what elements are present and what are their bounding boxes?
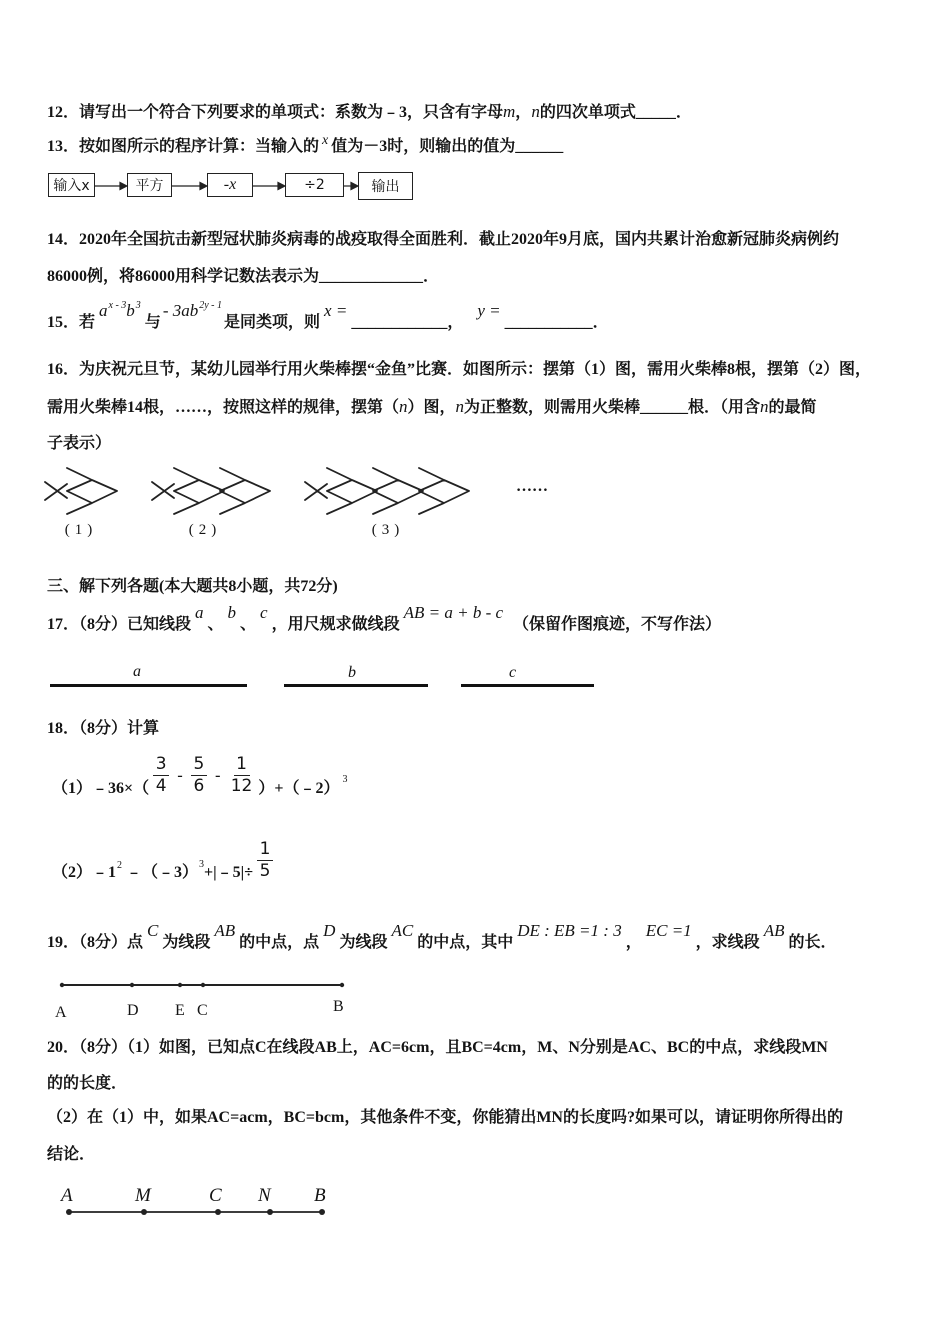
q19-t7: 的长． bbox=[788, 934, 837, 951]
q13-suffix: 值为－3时，则输出的值为______ bbox=[331, 138, 564, 155]
q13-var-x: x bbox=[322, 133, 329, 148]
q17-sep-1: 、 bbox=[207, 616, 224, 633]
q18-p2-exponent-1: 2 bbox=[117, 859, 123, 871]
q18-p1-prefix: （1）﹣36×（ bbox=[52, 779, 150, 797]
q20-line-diagram bbox=[0, 1180, 360, 1225]
fish-figure-1 bbox=[45, 468, 117, 514]
q18-p2-exponent-2: 3 bbox=[199, 858, 205, 870]
fish-figure-3-sticks bbox=[305, 468, 469, 514]
q20-label-A: A bbox=[61, 1185, 73, 1206]
q20-dot-N bbox=[267, 1209, 273, 1215]
q16-var-n-1: n bbox=[399, 397, 408, 416]
q15-term1-exp-b: 3 bbox=[135, 300, 141, 311]
q15-blank-2: ___________． bbox=[504, 314, 609, 331]
q18-title: 18．（8分）计算 bbox=[47, 720, 160, 737]
q19-segment-AB-2: AB bbox=[763, 921, 785, 940]
q15-term2-exp: 2y - 1 bbox=[199, 300, 223, 311]
q19-t5: ， bbox=[625, 934, 642, 951]
fish-figure-2 bbox=[152, 468, 270, 514]
q15-blank-1: ____________， bbox=[351, 314, 464, 331]
fish-figure-3 bbox=[305, 468, 469, 514]
q19-t4: 的中点，其中 bbox=[417, 934, 514, 951]
q16-line2-d: 的最简 bbox=[768, 399, 817, 416]
q18-p1-suffix: ）+（﹣2） bbox=[258, 779, 340, 797]
q19-dot-A bbox=[60, 983, 64, 987]
flow-step-input: 输入x bbox=[48, 173, 95, 197]
q19-line-diagram bbox=[0, 970, 380, 1025]
q12-comma: ， bbox=[515, 104, 532, 121]
flowchart-arrows bbox=[0, 170, 420, 202]
q20-line1: 20．（8分）（1）如图，已知点C在线段AB上，AC=6cm，且BC=4cm，M、N分别是AC、BC的中点，求线段MN bbox=[47, 1039, 828, 1056]
q12-var-m: m bbox=[503, 102, 516, 121]
q19-segment-AB: AB bbox=[214, 921, 236, 940]
q16-line2-a: 需用火柴棒14根，……，按照这样的规律，摆第（ bbox=[47, 399, 400, 416]
flow-step-square: 平方 bbox=[127, 173, 172, 197]
q18-p2-suffix: +|﹣5|÷ bbox=[204, 863, 253, 881]
q17-formula: AB = a + b - c bbox=[403, 603, 504, 622]
question-12 bbox=[47, 102, 692, 122]
q16-line2 bbox=[47, 397, 817, 417]
q18-part-1 bbox=[52, 752, 347, 798]
q18-p2-f-numerator: 1 bbox=[257, 839, 273, 861]
q18-p2-f-denominator: 5 bbox=[259, 860, 271, 881]
q18-part-2 bbox=[52, 837, 277, 883]
q15-text: 是同类项，则 bbox=[224, 314, 321, 331]
q18-p1-op-1: - bbox=[177, 765, 183, 785]
q18-p1-f3-numerator: 1 bbox=[234, 754, 250, 776]
q16-line2-c: 为正整数，则需用火柴棒______根．（用含 bbox=[464, 399, 761, 416]
q19-label-A: A bbox=[55, 1004, 67, 1021]
q12-suffix: 的四次单项式_____． bbox=[539, 104, 692, 121]
q15-term1 bbox=[99, 301, 141, 324]
q20-label-M: M bbox=[135, 1185, 151, 1206]
q20-line4: 结论． bbox=[47, 1146, 96, 1163]
q17-mid: ，用尺规求做线段 bbox=[271, 616, 400, 633]
section-3-heading: 三、解下列各题(本大题共8小题，共72分) bbox=[47, 578, 338, 595]
q18-p1-f3-denominator: 12 bbox=[230, 775, 253, 796]
fish-label-2: (2) bbox=[188, 522, 222, 538]
fish-ellipsis: …… bbox=[516, 478, 548, 495]
segment-c bbox=[461, 684, 594, 687]
q14-line1: 14．2020年全国抗击新型冠状肺炎病毒的战疫取得全面胜利．截止2020年9月底，国内共累计治愈新冠肺炎病例约 bbox=[47, 231, 840, 248]
q20-dot-B bbox=[319, 1209, 325, 1215]
q15-term1-base-a: a bbox=[99, 301, 108, 320]
q18-p2-fraction bbox=[257, 839, 273, 882]
q12-prefix: 12．请写出一个符合下列要求的单项式：系数为﹣3，只含有字母 bbox=[47, 104, 504, 121]
q17-prefix: 17．（8分）已知线段 bbox=[47, 616, 192, 633]
q19-point-D: D bbox=[323, 921, 336, 940]
segment-b bbox=[284, 684, 428, 687]
q19-dot-D bbox=[130, 983, 134, 987]
q19-prefix: 19．（8分）点 bbox=[47, 934, 144, 951]
q20-label-C: C bbox=[209, 1185, 222, 1206]
q18-p1-fraction-2 bbox=[191, 754, 207, 797]
q19-label-C: C bbox=[197, 1002, 208, 1019]
question-17 bbox=[47, 603, 722, 634]
q20-line3: （2）在（1）中，如果AC=acm，BC=bcm，其他条件不变，你能猜出MN的长度吗?如果可以，请证明你所得出的 bbox=[47, 1109, 843, 1126]
q18-p1-f1-denominator: 4 bbox=[155, 775, 167, 796]
q19-dot-C bbox=[201, 983, 205, 987]
q20-line2: 的的长度． bbox=[47, 1075, 128, 1092]
q16-line3: 子表示） bbox=[47, 435, 112, 452]
q19-label-E: E bbox=[175, 1002, 185, 1019]
q17-var-b: b bbox=[227, 603, 237, 622]
flow-arrowhead-2 bbox=[200, 183, 207, 190]
q18-p1-fraction-3 bbox=[229, 754, 255, 797]
segment-a bbox=[50, 684, 247, 687]
q19-point-C: C bbox=[147, 921, 159, 940]
q18-p1-f2-denominator: 6 bbox=[193, 775, 205, 796]
q16-var-n-3: n bbox=[760, 397, 769, 416]
segment-c-label: c bbox=[509, 664, 517, 681]
q19-ec: EC =1 bbox=[645, 921, 692, 940]
q17-var-a: a bbox=[195, 603, 204, 622]
segment-b-label: b bbox=[348, 664, 356, 681]
q18-p1-exponent: 3 bbox=[342, 773, 348, 785]
flow-arrowhead-4 bbox=[351, 183, 358, 190]
q16-line1: 16．为庆祝元旦节，某幼儿园举行用火柴棒摆“金鱼”比赛．如图所示：摆第（1）图，需用火柴棒8根，摆第（2）图， bbox=[47, 361, 872, 378]
fish-label-1: (1) bbox=[64, 522, 98, 538]
segment-a-label: a bbox=[133, 663, 141, 680]
fish-figure-1-sticks bbox=[45, 468, 117, 514]
q15-conj: 与 bbox=[144, 314, 161, 331]
q17-var-c: c bbox=[260, 603, 268, 622]
q19-t2: 的中点，点 bbox=[239, 934, 320, 951]
q17-suffix: （保留作图痕迹，不写作法） bbox=[513, 616, 722, 633]
q20-label-N: N bbox=[258, 1185, 271, 1206]
q19-label-B: B bbox=[333, 998, 344, 1015]
q19-t1: 为线段 bbox=[162, 934, 211, 951]
q20-label-B: B bbox=[314, 1185, 326, 1206]
q18-p2-mid: ﹣（﹣3） bbox=[126, 863, 199, 881]
question-13 bbox=[47, 133, 564, 157]
q18-p2-prefix: （2）﹣1 bbox=[52, 863, 117, 881]
q13-prefix: 13．按如图所示的程序计算：当输入的 bbox=[47, 138, 320, 155]
q15-prefix: 15．若 bbox=[47, 314, 96, 331]
flow-step-negate: -x bbox=[207, 173, 253, 197]
q19-segment-AC: AC bbox=[391, 921, 414, 940]
q15-term1-base-b: b bbox=[126, 301, 135, 320]
question-19 bbox=[47, 921, 837, 952]
q18-p1-f2-numerator: 5 bbox=[191, 754, 207, 776]
matchstick-fish-figures bbox=[0, 460, 500, 520]
q15-term2-coef: - 3ab bbox=[162, 301, 199, 320]
q15-term2 bbox=[163, 301, 222, 324]
q14-line2: 86000例，将86000用科学记数法表示为_____________． bbox=[47, 268, 440, 285]
flow-arrowhead-1 bbox=[120, 183, 127, 190]
q12-var-n: n bbox=[531, 102, 540, 121]
flow-arrowhead-3 bbox=[278, 183, 285, 190]
question-15 bbox=[47, 300, 609, 332]
q18-p1-op-2: - bbox=[214, 765, 221, 785]
q16-line2-b: ）图， bbox=[407, 399, 456, 416]
q20-dot-A bbox=[66, 1209, 72, 1215]
q19-dot-B bbox=[340, 983, 344, 987]
q15-term1-exp-a: x - 3 bbox=[108, 300, 127, 311]
q15-x-label: x = bbox=[324, 301, 348, 320]
q18-p1-fraction-1 bbox=[153, 754, 169, 797]
q19-label-D: D bbox=[127, 1002, 139, 1019]
flow-step-divide: ÷2 bbox=[285, 173, 344, 197]
q20-dot-M bbox=[141, 1209, 147, 1215]
fish-figure-2-sticks bbox=[152, 468, 270, 514]
q20-dot-C bbox=[215, 1209, 221, 1215]
flow-step-output: 输出 bbox=[358, 172, 413, 200]
q19-dot-E bbox=[178, 983, 182, 987]
q18-p1-f1-numerator: 3 bbox=[153, 754, 169, 776]
q16-var-n-2: n bbox=[455, 397, 465, 416]
fish-label-3: (3) bbox=[371, 522, 405, 538]
q19-ratio: DE : EB =1 : 3 bbox=[517, 921, 622, 940]
q15-y-label: y = bbox=[477, 301, 501, 320]
q17-sep-2: 、 bbox=[240, 616, 257, 633]
q19-t3: 为线段 bbox=[339, 934, 388, 951]
q19-t6: ，求线段 bbox=[695, 934, 760, 951]
